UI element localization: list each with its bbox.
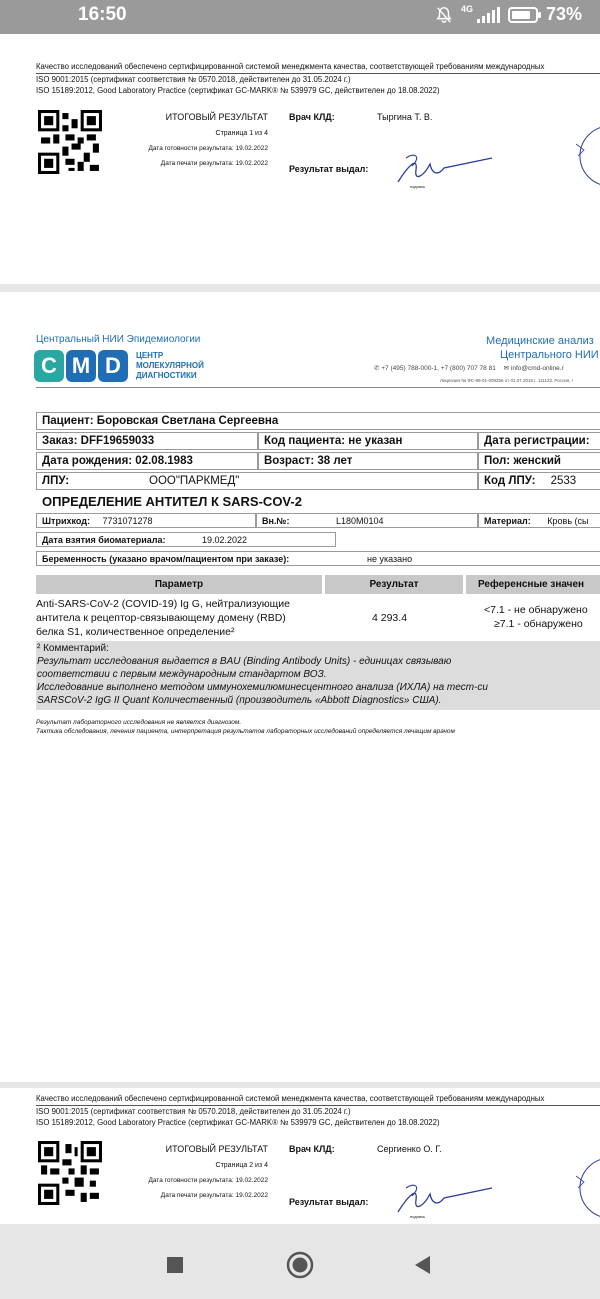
barcode-value: 7731071278 (102, 516, 153, 526)
cert-line: ISO 15189:2012, Good Laboratory Practice (сертификат GC-MARK® № 539979 GC, действителен до 18.08.2022) (36, 1118, 440, 1127)
pregnancy-label: Беременность (указано врачом/пациентом при заказе): (42, 554, 290, 564)
battery-icon (508, 7, 538, 23)
parameter-name (36, 597, 336, 639)
network-type: 4G (460, 3, 473, 14)
license: Лицензия № ФС-99-01-009256 от 01.07.2016 г. 111123, Россия, г (440, 378, 574, 383)
test-title: ОПРЕДЕЛЕНИЕ АНТИТЕЛ К SARS-COV-2 (42, 494, 302, 509)
cert-line: ISO 15189:2012, Good Laboratory Practice (сертификат GC-MARK® № 539979 GC, действителен до 18.08.2022) (36, 86, 440, 95)
internal-label: Вн.№: (262, 516, 290, 526)
col-reference: Референсные значен (466, 575, 600, 594)
qr-code-icon (38, 110, 102, 174)
final-result-label: ИТОГОВЫЙ РЕЗУЛЬТАТ (165, 112, 268, 122)
final-result-label: ИТОГОВЫЙ РЕЗУЛЬТАТ (165, 1144, 268, 1154)
lpu-row (36, 472, 478, 490)
reference-values (484, 603, 588, 631)
status-bar (0, 0, 600, 34)
cert-line: Качество исследований обеспечено сертифицированной системой менеджмента качества, соответствующей требованиям международных (36, 1093, 600, 1106)
doctor-name: Сергиенко О. Г. (377, 1144, 442, 1154)
stamp-icon (570, 126, 600, 186)
material-row (478, 513, 600, 528)
pregnancy-value: не указано (367, 554, 413, 564)
doctor-label: Врач КЛД: (289, 1144, 335, 1154)
lpu-code-row (478, 472, 600, 490)
parameter-line: белка S1, количественное определение² (36, 626, 235, 638)
stamp-icon (570, 1158, 600, 1218)
result-page (0, 292, 600, 1082)
page-number: Страница 2 из 4 (215, 1162, 268, 1169)
status-time: 16:50 (78, 4, 127, 25)
issued-label: Результат выдал: (289, 1197, 369, 1207)
print-date: Дата печати результата: 19.02.2022 (160, 160, 268, 167)
logo-text-line: ЦЕНТР (136, 351, 164, 360)
comment-title: ² Комментарий: (37, 643, 109, 654)
signal-icon (477, 7, 500, 23)
signature-icon (388, 1176, 498, 1220)
comment-block (36, 641, 600, 710)
circle-icon[interactable] (285, 1250, 315, 1280)
result-value: 4 293.4 (372, 612, 408, 624)
reference-line: ≥7.1 - обнаружено (494, 618, 583, 630)
doctor-label: Врач КЛД: (289, 112, 335, 122)
signature-caption: подпись (410, 184, 426, 189)
lpu-label: ЛПУ: (42, 475, 70, 487)
certification-block (36, 61, 600, 96)
result-meta (120, 1144, 268, 1199)
disclaimer-line: Результат лабораторного исследования не является диагнозом. (36, 719, 242, 726)
barcode-label: Штрихкод: (42, 516, 90, 526)
comment-line: SARSCoV-2 IgG II Quant Количественный (производитель «Abbott Diagnostics» США). (37, 695, 442, 706)
registration-date: Дата регистрации: (478, 432, 600, 450)
org-name: Центральный НИИ Эпидемиологии (36, 334, 201, 345)
doctor-name: Тыргина Т. В. (377, 112, 433, 122)
logo-letter: D (98, 350, 128, 382)
print-date: Дата печати результата: 19.02.2022 (160, 1192, 268, 1199)
col-parameter: Параметр (36, 575, 322, 594)
order-number: Заказ: DFF19659033 (36, 432, 258, 450)
reference-line: <7.1 - не обнаружено (484, 604, 588, 616)
logo-letter: M (66, 350, 96, 382)
internal-value: L180M0104 (335, 516, 384, 526)
phone-icon: ✆ (374, 365, 380, 372)
comment-line: соответствии с первым международным стандартом ВОЗ. (37, 669, 327, 680)
signature-caption: подпись (410, 1214, 426, 1219)
lpu-value: ООО"ПАРКМЕД" (149, 475, 240, 487)
page-2-footer (0, 1088, 600, 1224)
sample-date-label: Дата взятия биоматериала: (42, 535, 166, 545)
phones: +7 (495) 788-000-1, +7 (800) 707 78 81 (381, 365, 496, 372)
issued-label: Результат выдал: (289, 164, 369, 174)
parameter-line: Anti-SARS-CoV-2 (COVID-19) Ig G, нейтрализующие (36, 598, 290, 610)
cert-line: ISO 9001:2015 (сертификат соответствия № 0570.2018, действителен до 31.05.2024 г.) (36, 75, 351, 84)
material-value: Кровь (сы (547, 516, 589, 526)
contacts (374, 364, 564, 372)
patient-code: Код пациента: не указан (258, 432, 478, 450)
lab-title-line: Центрального НИИ (500, 349, 599, 361)
square-icon[interactable] (160, 1250, 190, 1280)
back-triangle-icon[interactable] (408, 1250, 438, 1280)
pregnancy-row (36, 551, 600, 566)
birth-date: Дата рождения: 02.08.1983 (36, 452, 258, 470)
barcode-row (36, 513, 256, 528)
col-result: Результат (325, 575, 463, 594)
logo-text (136, 351, 204, 381)
patient-age: Возраст: 38 лет (258, 452, 478, 470)
ready-date: Дата готовности результата: 19.02.2022 (148, 145, 268, 152)
ready-date: Дата готовности результата: 19.02.2022 (148, 1177, 268, 1184)
signature-icon (388, 146, 498, 190)
lpu-code-value: 2533 (550, 475, 577, 487)
disclaimer (36, 719, 455, 736)
battery-level: 73% (545, 4, 582, 24)
comment-line: Исследование выполнено методом иммунохемилюминесцентного анализа (ИХЛА) на тест-си (37, 682, 488, 693)
parameter-line: антитела к рецептор-связывающему домену (RBD) (36, 612, 286, 624)
comment-line: Результат исследования выдается в BAU (Binding Antibody Units) - единицах связываю (37, 656, 452, 667)
internal-row (256, 513, 478, 528)
cert-line: ISO 9001:2015 (сертификат соответствия № 0570.2018, действителен до 31.05.2024 г.) (36, 1107, 351, 1116)
patient-sex: Пол: женский (478, 452, 600, 470)
lpu-code-label: Код ЛПУ: (484, 475, 536, 487)
cert-line: Качество исследований обеспечено сертифицированной системой менеджмента качества, соответствующей требованиям международных (36, 61, 600, 74)
patient-name: Пациент: Боровская Светлана Сергеевна (36, 412, 600, 430)
logo-letter: C (34, 350, 64, 382)
lab-title (486, 334, 599, 362)
lab-title-line: Медицинские анализ (486, 335, 594, 347)
qr-code-icon (38, 1141, 102, 1205)
logo-text-line: ДИАГНОСТИКИ (136, 371, 197, 380)
sample-date-row (36, 532, 336, 547)
disclaimer-line: Тактика обследования, лечения пациента, интерпретация результатов лабораторных исследований определяется лечащим врачом (36, 727, 455, 735)
sample-date-value: 19.02.2022 (201, 535, 248, 545)
status-right (435, 4, 582, 25)
mail-icon: ✉ (503, 365, 510, 372)
cmd-logo (34, 350, 204, 382)
email: info@cmd-online.r (510, 365, 564, 372)
material-label: Материал: (484, 516, 531, 526)
certification-block (36, 1093, 600, 1128)
navigation-bar (0, 1232, 600, 1299)
logo-text-line: МОЛЕКУЛЯРНОЙ (136, 361, 204, 370)
page-1-footer (0, 34, 600, 284)
result-meta (120, 112, 268, 167)
divider (36, 387, 600, 388)
muted-bell-icon (435, 6, 453, 24)
page-number: Страница 1 из 4 (215, 130, 268, 137)
